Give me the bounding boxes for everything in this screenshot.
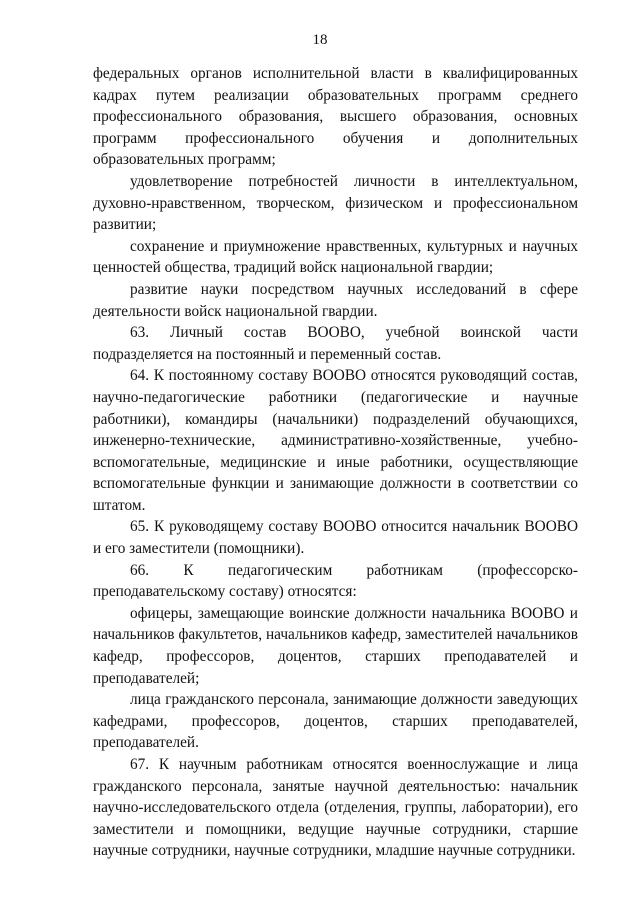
paragraph-65: 65. К руководящему составу ВООВО относится начальник ВООВО и его заместители (помощники). (93, 518, 578, 558)
paragraph-64: 64. К постоянному составу ВООВО относятся руководящий состав, научно-педагогические работники (педагогические и научные работники), командиры (начальники) подразделений обучающихся, инженерно-технические, административно-хозяйственные, учебно-вспомогательные, медицинские и иные работники, осуществляющие вспомогательные функции и занимающие должности в соответствии со штатом. (93, 367, 578, 514)
paragraph-66: 66. К педагогическим работникам (профессорско-преподавательскому составу) относятся: (93, 561, 578, 601)
paragraph-officers: офицеры, замещающие воинские должности начальника ВООВО и начальников факультетов, начальников кафедр, заместителей начальников кафедр, профессоров, доцентов, старших преподавателей и преподавателей; (93, 604, 578, 687)
paragraph-needs-satisfaction: удовлетворение потребностей личности в интеллектуальном, духовно-нравственном, творческом, физическом и профессиональном развитии; (93, 172, 578, 234)
paragraph-63: 63. Личный состав ВООВО, учебной воинской части подразделяется на постоянный и переменный состав. (93, 324, 578, 363)
paragraph-values-preservation: сохранение и приумножение нравственных, культурных и научных ценностей общества, традиций войск национальной гвардии; (93, 237, 578, 277)
paragraph-science-development: развитие науки посредством научных исследований в сфере деятельности войск национальной гвардии. (93, 280, 578, 320)
paragraph-civilian-staff: лица гражданского персонала, занимающие должности заведующих кафедрами, профессоров, доцентов, старших преподавателей, преподавателей. (93, 691, 578, 752)
paragraph-67: 67. К научным работникам относятся военнослужащие и лица гражданского персонала, занятые научной деятельностью: начальник научно-исследовательского отдела (отделения, группы, лаборатории), его заместители и помощники, ведущие научные сотрудники, старшие научные сотрудники, научные сотрудники, младшие научные сотрудники. (93, 756, 578, 860)
page-number: 18 (312, 32, 328, 48)
paragraph-continuation: федеральных органов исполнительной власти в квалифицированных кадрах путем реализации образовательных программ среднего профессионального образования, высшего образования, основных программ профессионального обучения и дополнительных образовательных программ; (93, 65, 578, 169)
document-body (93, 63, 578, 862)
